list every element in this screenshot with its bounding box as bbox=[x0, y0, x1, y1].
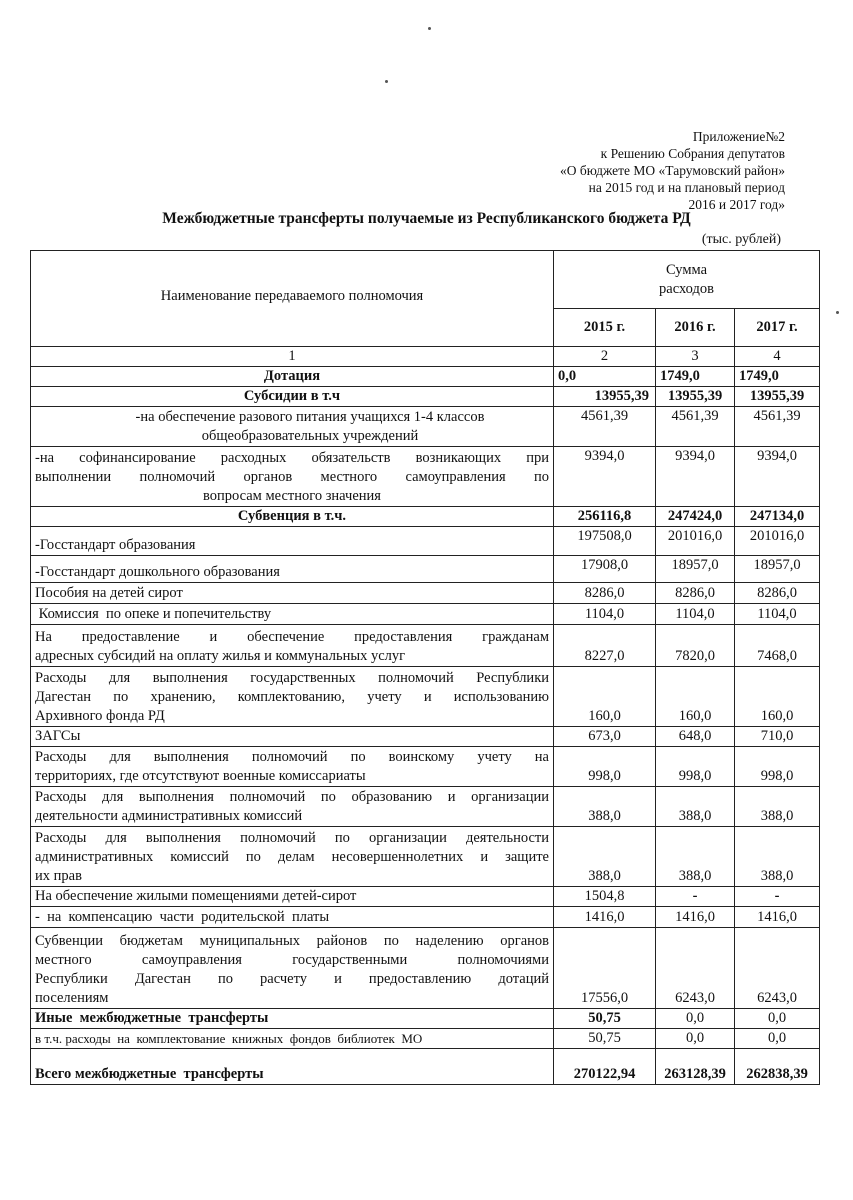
value-2017: - bbox=[735, 887, 820, 907]
row-name: Дотация bbox=[31, 367, 554, 387]
row-name: Субвенция в т.ч. bbox=[31, 507, 554, 527]
table-row bbox=[31, 527, 820, 556]
value-2017: 18957,0 bbox=[735, 556, 820, 583]
value-2017: 7468,0 bbox=[735, 625, 820, 667]
table-row bbox=[31, 1029, 820, 1049]
value-2015: 50,75 bbox=[554, 1009, 656, 1029]
header-line: на 2015 год и на плановый период bbox=[588, 180, 785, 195]
table-row bbox=[31, 556, 820, 583]
table-row bbox=[31, 1009, 820, 1029]
row-name: Пособия на детей сирот bbox=[31, 583, 554, 604]
table-row bbox=[31, 583, 820, 604]
table-row bbox=[31, 827, 820, 887]
table-row bbox=[31, 367, 820, 387]
year-header: 2017 г. bbox=[735, 309, 820, 347]
value-2017: 1749,0 bbox=[735, 367, 820, 387]
value-2017: 388,0 bbox=[735, 787, 820, 827]
value-2016: 9394,0 bbox=[656, 447, 735, 507]
value-2015: 197508,0 bbox=[554, 527, 656, 556]
value-2015: 17556,0 bbox=[554, 928, 656, 1009]
value-2015: 160,0 bbox=[554, 667, 656, 727]
header-line: Приложение№2 bbox=[692, 129, 785, 144]
value-2017: 201016,0 bbox=[735, 527, 820, 556]
table-row bbox=[31, 928, 820, 1009]
value-2016: 13955,39 bbox=[656, 387, 735, 407]
row-name: Расходы для выполнения полномочий по организации деятельности административных комиссий по делам несовершеннолетних и защите их прав bbox=[31, 827, 554, 887]
row-name: Расходы для выполнения полномочий по образованию и организации деятельности административных комиссий bbox=[31, 787, 554, 827]
col-number: 1 bbox=[31, 347, 554, 367]
value-2017: 998,0 bbox=[735, 747, 820, 787]
value-2017: 262838,39 bbox=[735, 1049, 820, 1085]
header-line: к Решению Собрания депутатов bbox=[600, 146, 785, 161]
value-2016: - bbox=[656, 887, 735, 907]
value-2016: 4561,39 bbox=[656, 407, 735, 447]
value-2016: 0,0 bbox=[656, 1009, 735, 1029]
row-name: Субвенции бюджетам муниципальных районов по наделению органов местного самоуправления государственными полномочиями Республики Дагестан по расчету и предоставлению дотаций поселениям bbox=[31, 928, 554, 1009]
col-number: 3 bbox=[656, 347, 735, 367]
document-title: Межбюджетные трансферты получаемые из Республиканского бюджета РД bbox=[162, 210, 691, 227]
scan-speck bbox=[385, 80, 388, 83]
document-header bbox=[560, 128, 785, 213]
table-row bbox=[31, 625, 820, 667]
value-2016: 247424,0 bbox=[656, 507, 735, 527]
table-row bbox=[31, 447, 820, 507]
value-2015: 256116,8 bbox=[554, 507, 656, 527]
row-name: Комиссия по опеке и попечительству bbox=[31, 604, 554, 625]
row-name: ЗАГСы bbox=[31, 727, 554, 747]
value-2017: 388,0 bbox=[735, 827, 820, 887]
table-row bbox=[31, 887, 820, 907]
value-2015: 0,0 bbox=[554, 367, 656, 387]
value-2016: 263128,39 bbox=[656, 1049, 735, 1085]
row-name: -на софинансирование расходных обязательств возникающих при выполнении полномочий органов местного самоуправления по вопросам местного значения bbox=[31, 447, 554, 507]
table-row bbox=[31, 667, 820, 727]
column-number-row bbox=[31, 347, 820, 367]
table-row bbox=[31, 604, 820, 625]
year-header: 2016 г. bbox=[656, 309, 735, 347]
row-name: Всего межбюджетные трансферты bbox=[31, 1049, 554, 1085]
value-2017: 1416,0 bbox=[735, 907, 820, 928]
value-2017: 247134,0 bbox=[735, 507, 820, 527]
header-line: «О бюджете МО «Тарумовский район» bbox=[560, 163, 785, 178]
col-number: 4 bbox=[735, 347, 820, 367]
total-row bbox=[31, 1049, 820, 1085]
year-header: 2015 г. bbox=[554, 309, 656, 347]
row-name: На обеспечение жилыми помещениями детей-сирот bbox=[31, 887, 554, 907]
table-header-row bbox=[31, 251, 820, 309]
value-2015: 388,0 bbox=[554, 827, 656, 887]
table-row bbox=[31, 907, 820, 928]
value-2015: 673,0 bbox=[554, 727, 656, 747]
row-name: Расходы для выполнения полномочий по воинскому учету на территориях, где отсутствуют военные комиссариаты bbox=[31, 747, 554, 787]
value-2017: 6243,0 bbox=[735, 928, 820, 1009]
value-2016: 1416,0 bbox=[656, 907, 735, 928]
value-2017: 9394,0 bbox=[735, 447, 820, 507]
scan-speck bbox=[836, 311, 839, 314]
value-2016: 648,0 bbox=[656, 727, 735, 747]
table-row bbox=[31, 747, 820, 787]
value-2017: 8286,0 bbox=[735, 583, 820, 604]
row-name: - на компенсацию части родительской платы bbox=[31, 907, 554, 928]
value-2015: 1104,0 bbox=[554, 604, 656, 625]
value-2017: 4561,39 bbox=[735, 407, 820, 447]
col-number: 2 bbox=[554, 347, 656, 367]
value-2015: 4561,39 bbox=[554, 407, 656, 447]
value-2016: 998,0 bbox=[656, 747, 735, 787]
value-2016: 8286,0 bbox=[656, 583, 735, 604]
value-2015: 8227,0 bbox=[554, 625, 656, 667]
row-name: На предоставление и обеспечение предоставления гражданам адресных субсидий на оплату жилья и коммунальных услуг bbox=[31, 625, 554, 667]
value-2015: 17908,0 bbox=[554, 556, 656, 583]
value-2015: 270122,94 bbox=[554, 1049, 656, 1085]
row-name: Иные межбюджетные трансферты bbox=[31, 1009, 554, 1029]
unit-label: (тыс. рублей) bbox=[701, 232, 781, 247]
value-2017: 1104,0 bbox=[735, 604, 820, 625]
scan-speck bbox=[428, 27, 431, 30]
row-name: Субсидии в т.ч bbox=[31, 387, 554, 407]
value-2015: 1504,8 bbox=[554, 887, 656, 907]
value-2017: 160,0 bbox=[735, 667, 820, 727]
transfers-table bbox=[30, 250, 820, 1085]
header-line: 2016 и 2017 год» bbox=[688, 197, 785, 212]
table-row bbox=[31, 727, 820, 747]
value-2016: 6243,0 bbox=[656, 928, 735, 1009]
value-2015: 50,75 bbox=[554, 1029, 656, 1049]
col-name-header: Наименование передаваемого полномочия bbox=[31, 251, 554, 347]
row-name: -на обеспечение разового питания учащихся 1-4 классов общеобразовательных учреждений bbox=[31, 407, 554, 447]
value-2016: 18957,0 bbox=[656, 556, 735, 583]
value-2016: 160,0 bbox=[656, 667, 735, 727]
table-row bbox=[31, 387, 820, 407]
value-2016: 0,0 bbox=[656, 1029, 735, 1049]
value-2017: 0,0 bbox=[735, 1009, 820, 1029]
value-2017: 710,0 bbox=[735, 727, 820, 747]
value-2016: 1749,0 bbox=[656, 367, 735, 387]
value-2015: 998,0 bbox=[554, 747, 656, 787]
value-2017: 0,0 bbox=[735, 1029, 820, 1049]
table-row bbox=[31, 407, 820, 447]
value-2015: 9394,0 bbox=[554, 447, 656, 507]
value-2017: 13955,39 bbox=[735, 387, 820, 407]
value-2016: 388,0 bbox=[656, 787, 735, 827]
value-2016: 201016,0 bbox=[656, 527, 735, 556]
value-2016: 388,0 bbox=[656, 827, 735, 887]
row-name: в т.ч. расходы на комплектование книжных фондов библиотек МО bbox=[31, 1029, 554, 1049]
value-2016: 1104,0 bbox=[656, 604, 735, 625]
table-row bbox=[31, 787, 820, 827]
value-2015: 388,0 bbox=[554, 787, 656, 827]
table-row bbox=[31, 507, 820, 527]
row-name: Расходы для выполнения государственных полномочий Республики Дагестан по хранению, комплектованию, учету и использованию Архивного фонда РД bbox=[31, 667, 554, 727]
value-2015: 1416,0 bbox=[554, 907, 656, 928]
value-2015: 8286,0 bbox=[554, 583, 656, 604]
value-2015: 13955,39 bbox=[554, 387, 656, 407]
sum-header: Сумма расходов bbox=[554, 251, 820, 309]
value-2016: 7820,0 bbox=[656, 625, 735, 667]
row-name: -Госстандарт дошкольного образования bbox=[31, 556, 554, 583]
row-name: -Госстандарт образования bbox=[31, 527, 554, 556]
